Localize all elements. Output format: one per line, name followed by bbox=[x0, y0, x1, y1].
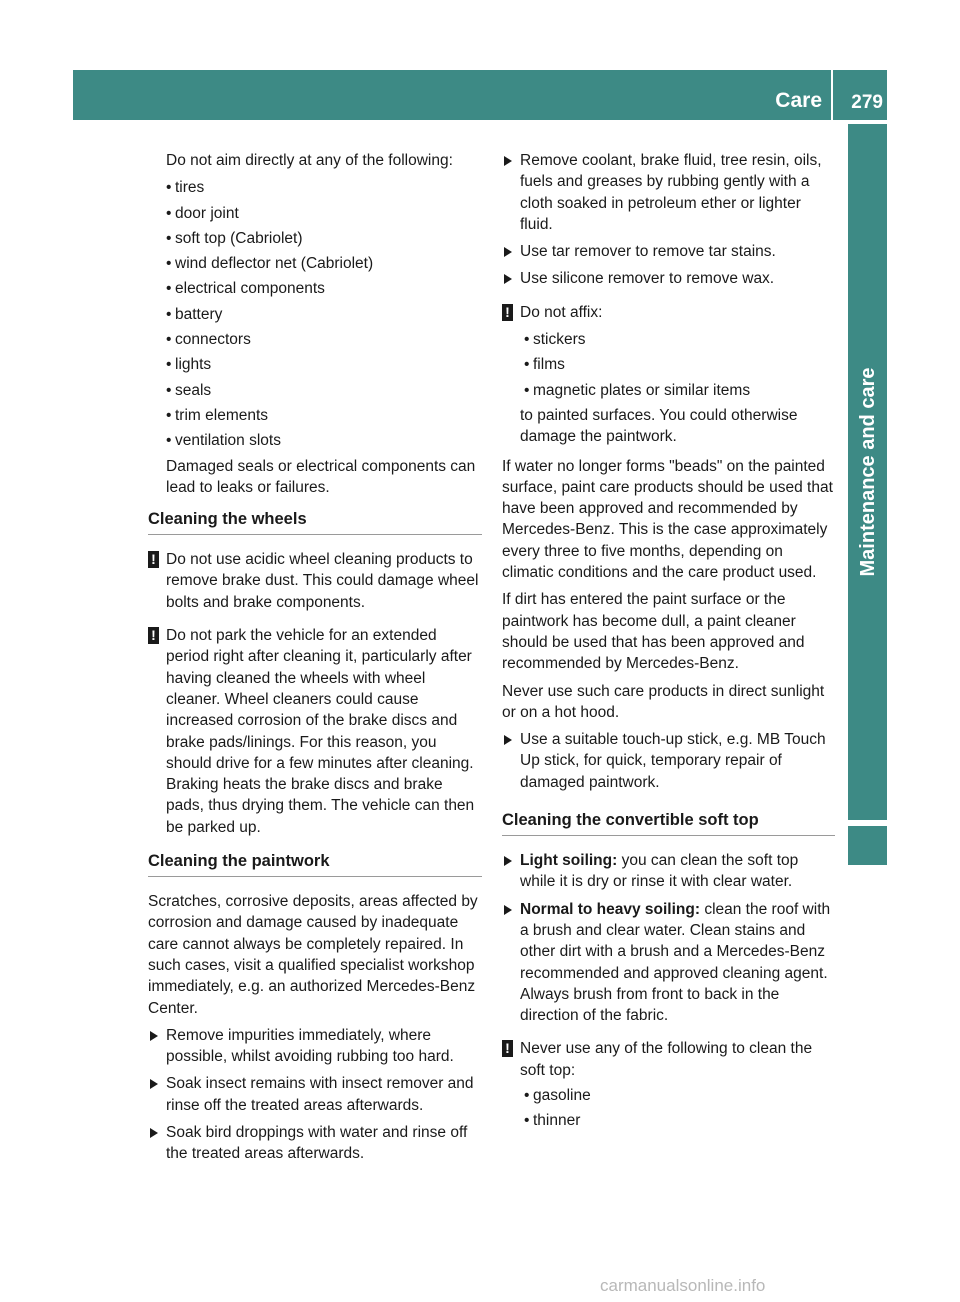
step-arrow-icon bbox=[504, 856, 512, 866]
list-item: • connectors bbox=[166, 331, 251, 349]
list-item: • stickers bbox=[524, 331, 586, 349]
list-item: • gasoline bbox=[524, 1086, 591, 1104]
step-arrow-icon bbox=[150, 1128, 158, 1138]
sunlight-paragraph: Never use such care products in direct sunlight or on a hot hood. bbox=[502, 682, 825, 721]
left-column bbox=[148, 150, 482, 1171]
paint-step: Use silicone remover to remove wax. bbox=[502, 268, 835, 289]
paint-step: Remove coolant, brake fluid, tree resin, oils, fuels and greases by rubbing gently with a cloth soaked in petroleum ether or lighter fluid. bbox=[502, 150, 835, 235]
step-arrow-icon bbox=[504, 735, 512, 745]
warning-icon: ! bbox=[502, 304, 513, 321]
affix-note: ! Do not affix: bbox=[502, 302, 835, 323]
aim-intro: Do not aim directly at any of the following: bbox=[166, 152, 453, 169]
heading-cleaning-paintwork: Cleaning the paintwork bbox=[148, 850, 482, 877]
paint-step: Use tar remover to remove tar stains. bbox=[502, 241, 835, 262]
paint-intro: Scratches, corrosive deposits, areas affected by corrosion and damage caused by inadequate care cannot always be completely repaired. In such cases, visit a qualified specialist workshop immediately, e.g. an authorized Mercedes-Benz Center. bbox=[148, 893, 478, 1017]
heading-cleaning-wheels: Cleaning the wheels bbox=[148, 508, 482, 535]
never-note: ! Never use any of the following to clean the soft top: bbox=[502, 1038, 835, 1081]
list-item: • thinner bbox=[524, 1112, 581, 1130]
never-list bbox=[502, 1085, 835, 1132]
list-item: • battery bbox=[166, 305, 223, 323]
step-arrow-icon bbox=[504, 247, 512, 257]
list-item: • magnetic plates or similar items bbox=[524, 381, 751, 399]
page-header bbox=[73, 70, 887, 120]
touchup-step: Use a suitable touch-up stick, e.g. MB Touch Up stick, for quick, temporary repair of damaged paintwork. bbox=[502, 729, 835, 793]
paint-step: Remove impurities immediately, where possible, whilst avoiding rubbing too hard. bbox=[148, 1025, 482, 1068]
heading-cleaning-soft-top: Cleaning the convertible soft top bbox=[502, 809, 835, 836]
step-arrow-icon bbox=[504, 905, 512, 915]
step-arrow-icon bbox=[150, 1079, 158, 1089]
aim-warning: Damaged seals or electrical components can lead to leaks or failures. bbox=[166, 457, 476, 496]
header-divider bbox=[831, 70, 833, 120]
step-arrow-icon bbox=[504, 156, 512, 166]
paint-step: Soak bird droppings with water and rinse off the treated areas afterwards. bbox=[148, 1122, 482, 1165]
right-column bbox=[502, 150, 835, 1136]
warning-icon: ! bbox=[148, 551, 159, 568]
section-title: Care bbox=[775, 89, 822, 112]
list-item: • films bbox=[524, 356, 565, 374]
wheels-note-acidic: ! Do not use acidic wheel cleaning products to remove brake dust. This could damage wheel bolts and brake components. bbox=[148, 549, 482, 613]
softtop-step-light: Light soiling: you can clean the soft top while it is dry or rinse it with clear water. bbox=[502, 850, 835, 893]
paint-step: Soak insect remains with insect remover and rinse off the treated areas afterwards. bbox=[148, 1073, 482, 1116]
beads-paragraph: If water no longer forms "beads" on the painted surface, paint care products should be used that have been approved and recommended by Mercedes-Benz. This is the case approximately every three to five months, depending on climatic conditions and the care product used. bbox=[502, 457, 833, 582]
chapter-tab-label: Maintenance and care bbox=[856, 367, 879, 577]
watermark: carmanualsonline.info bbox=[600, 1276, 766, 1295]
list-item: • soft top (Cabriolet) bbox=[166, 229, 303, 247]
step-arrow-icon bbox=[150, 1031, 158, 1041]
dull-paragraph: If dirt has entered the paint surface or the paintwork has become dull, a paint cleaner should be used that has been approved and recommended by Mercedes-Benz. bbox=[502, 591, 805, 673]
page-number: 279 bbox=[851, 92, 883, 113]
step-arrow-icon bbox=[504, 274, 512, 284]
list-item: • ventilation slots bbox=[166, 432, 281, 450]
list-item: • electrical components bbox=[166, 280, 325, 298]
list-item: • seals bbox=[166, 381, 212, 399]
list-item: • tires bbox=[166, 179, 205, 197]
affix-tail: to painted surfaces. You could otherwise damage the paintwork. bbox=[520, 406, 798, 446]
aim-list bbox=[148, 177, 482, 451]
list-item: • lights bbox=[166, 356, 212, 374]
list-item: • trim elements bbox=[166, 406, 269, 424]
affix-list bbox=[502, 329, 835, 401]
wheels-note-parking: ! Do not park the vehicle for an extended period right after cleaning it, particularly after having cleaned the wheels with wheel cleaner. Wheel cleaners could cause increased corrosion of the brake discs and brake pads/linings. For this reason, you should drive for a few minutes after cleaning. Braking heats the brake discs and brake pads, thus drying them. The vehicle can then be parked up. bbox=[148, 625, 482, 838]
chapter-tab-marker bbox=[848, 826, 887, 865]
chapter-tab bbox=[848, 124, 887, 820]
warning-icon: ! bbox=[502, 1040, 513, 1057]
list-item: • door joint bbox=[166, 204, 239, 222]
warning-icon: ! bbox=[148, 627, 159, 644]
list-item: • wind deflector net (Cabriolet) bbox=[166, 255, 374, 273]
softtop-step-heavy: Normal to heavy soiling: clean the roof with a brush and clear water. Clean stains and other dirt with a brush and a Mercedes-Benz recommended and approved cleaning agent. Always brush from front to back in the direction of the fabric. bbox=[502, 899, 835, 1027]
